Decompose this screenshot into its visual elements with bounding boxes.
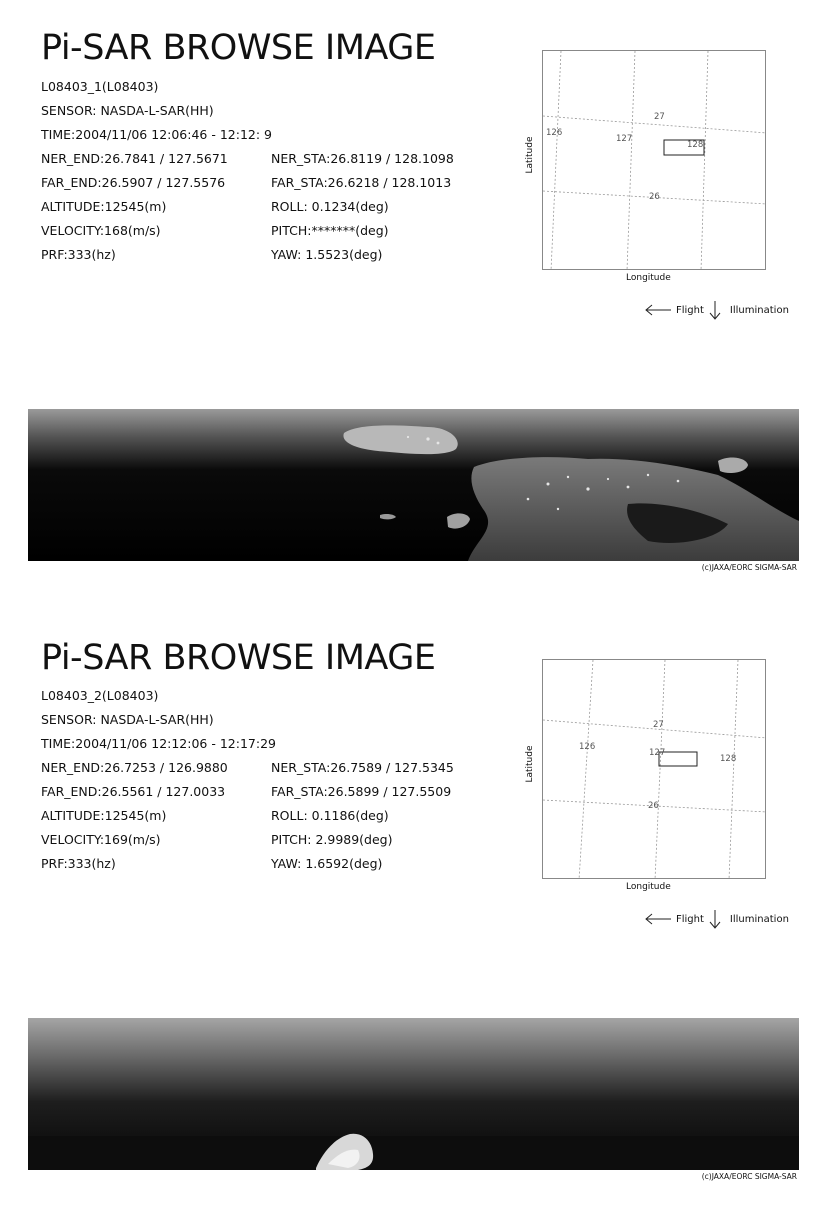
axis-label-latitude: Latitude — [525, 136, 535, 174]
far-start-coords: FAR_STA:26.5899 / 127.5509 — [271, 784, 452, 799]
legend-flight: Flight — [676, 304, 704, 316]
browse-section-2 — [0, 610, 822, 1210]
direction-legend — [644, 909, 789, 929]
near-start-coords: NER_STA:26.7589 / 127.5345 — [271, 760, 454, 775]
lat-label-27: 27 — [654, 112, 665, 122]
lat-label-27: 27 — [653, 720, 664, 730]
far-end-coords: FAR_END:26.5907 / 127.5576 — [41, 175, 226, 190]
yaw-value: YAW: 1.6592(deg) — [271, 856, 383, 871]
legend-illumination: Illumination — [729, 913, 789, 925]
pitch-value: PITCH:*******(deg) — [271, 223, 389, 238]
roll-value: ROLL: 0.1234(deg) — [271, 199, 389, 214]
near-start-coords: NER_STA:26.8119 / 128.1098 — [271, 151, 454, 166]
altitude-value: ALTITUDE:12545(m) — [41, 199, 167, 214]
far-end-coords: FAR_END:26.5561 / 127.0033 — [41, 784, 226, 799]
roll-value: ROLL: 0.1186(deg) — [271, 808, 389, 823]
sensor-info: SENSOR: NASDA-L-SAR(HH) — [41, 103, 214, 118]
page-title: Pi-SAR BROWSE IMAGE — [41, 638, 436, 678]
scene-id: L08403_2(L08403) — [41, 688, 159, 703]
image-credit: (c)JAXA/EORC SIGMA-SAR — [701, 563, 797, 572]
lon-label-127: 127 — [616, 134, 633, 144]
altitude-value: ALTITUDE:12545(m) — [41, 808, 167, 823]
near-end-coords: NER_END:26.7253 / 126.9880 — [41, 760, 228, 775]
legend-illumination: Illumination — [729, 304, 789, 316]
velocity-value: VELOCITY:169(m/s) — [41, 832, 161, 847]
axis-label-longitude: Longitude — [626, 882, 671, 892]
sar-image-1 — [28, 409, 799, 561]
map-grid — [543, 51, 766, 270]
illumination-arrow-icon — [708, 300, 722, 320]
sar-strip-image — [28, 409, 799, 561]
lon-label-126: 126 — [546, 128, 563, 138]
lat-label-26: 26 — [648, 801, 659, 811]
direction-legend — [644, 300, 789, 320]
pitch-value: PITCH: 2.9989(deg) — [271, 832, 393, 847]
legend-flight: Flight — [676, 913, 704, 925]
sar-strip-image — [28, 1018, 799, 1170]
yaw-value: YAW: 1.5523(deg) — [271, 247, 383, 262]
prf-value: PRF:333(hz) — [41, 247, 116, 262]
lon-label-127: 127 — [649, 748, 666, 758]
axis-label-latitude: Latitude — [525, 745, 535, 783]
lon-label-126: 126 — [579, 742, 596, 752]
location-map — [542, 50, 766, 270]
map-grid — [543, 660, 766, 879]
scene-id: L08403_1(L08403) — [41, 79, 159, 94]
page-title: Pi-SAR BROWSE IMAGE — [41, 28, 436, 68]
acquisition-time: TIME:2004/11/06 12:06:46 - 12:12: 9 — [41, 127, 272, 142]
far-start-coords: FAR_STA:26.6218 / 128.1013 — [271, 175, 452, 190]
near-end-coords: NER_END:26.7841 / 127.5671 — [41, 151, 228, 166]
lon-label-128: 128 — [720, 754, 737, 764]
location-map — [542, 659, 766, 879]
flight-arrow-icon — [644, 913, 672, 925]
prf-value: PRF:333(hz) — [41, 856, 116, 871]
browse-section-1 — [0, 0, 822, 600]
flight-arrow-icon — [644, 304, 672, 316]
lat-label-26: 26 — [649, 192, 660, 202]
axis-label-longitude: Longitude — [626, 273, 671, 283]
velocity-value: VELOCITY:168(m/s) — [41, 223, 161, 238]
lon-label-128: 128 — [687, 140, 704, 150]
illumination-arrow-icon — [708, 909, 722, 929]
acquisition-time: TIME:2004/11/06 12:12:06 - 12:17:29 — [41, 736, 276, 751]
sensor-info: SENSOR: NASDA-L-SAR(HH) — [41, 712, 214, 727]
image-credit: (c)JAXA/EORC SIGMA-SAR — [701, 1172, 797, 1181]
sar-image-2 — [28, 1018, 799, 1170]
